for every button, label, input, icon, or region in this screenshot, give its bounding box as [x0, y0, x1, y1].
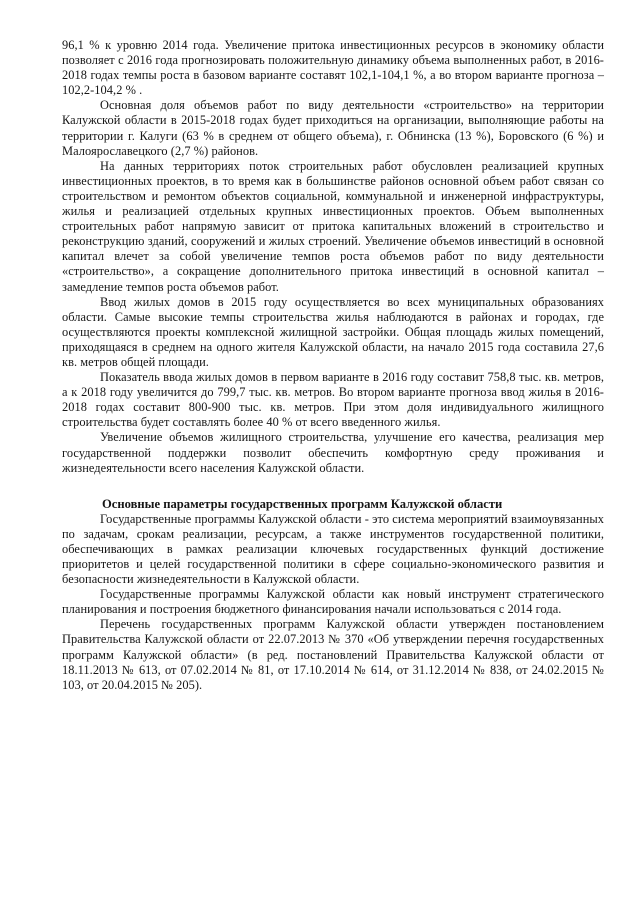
body-paragraph: 96,1 % к уровню 2014 года. Увеличение притока инвестиционных ресурсов в экономику области позволяет с 2016 года прогнозировать положительную динамику объема выполненных работ, в 2016-2018 годах темпы роста в базовом варианте составят 102,1-104,1 %, а во втором варианте прогноза – 102,2-104,2 % . — [62, 38, 604, 98]
body-paragraph: Основная доля объемов работ по виду деятельности «строительство» на территории Калужской области в 2015-2018 годах будет приходиться на организации, выполняющие работы на территории г. Калуги (63 % в среднем от общего объема), г. Обнинска (13 %), Боровского (6 %) и Малоярославецкого (2,7 %) районов. — [62, 98, 604, 158]
body-paragraph: Перечень государственных программ Калужской области утвержден постановлением Правительства Калужской области от 22.07.2013 № 370 «Об утверждении перечня государственных программ Калужской области» (в ред. постановлений Правительства Калужской области от 18.11.2013 № 613, от 07.02.2014 № 81, от 17.10.2014 № 614, от 31.12.2014 № 838, от 24.02.2015 № 103, от 20.04.2015 № 205). — [62, 617, 604, 692]
body-paragraph: Государственные программы Калужской области - это система мероприятий взаимоувязанных по задачам, срокам реализации, ресурсам, а также инструментов государственной политики, обеспечивающих в рамках реализации ключевых государственных функций достижение приоритетов и целей государственной политики в сфере социально-экономического развития и безопасности жизнедеятельности в Калужской области. — [62, 511, 604, 587]
body-paragraph: На данных территориях поток строительных работ обусловлен реализацией крупных инвестиционных проектов, в то время как в большинстве районов основной объем работ связан со строительством и ремонтом объектов социальной, коммунальной и инженерной инфраструктуры, жилья и реализацией отдельных крупных инвестиционных проектов. Объем выполненных строительных работ напрямую зависит от притока капитальных вложений в строительство и реконструкцию зданий, сооружений и жилых строений. Увеличение объемов инвестиций в основной капитал влечет за собой увеличение темпов роста объемов работ по виду деятельности «строительство», а сокращение дополнительного притока инвестиций в основной капитал – замедление темпов роста объемов работ. — [62, 158, 604, 294]
section-spacer — [62, 476, 604, 496]
body-paragraph: Государственные программы Калужской области как новый инструмент стратегического планирования и построения бюджетного финансирования начали использоваться с 2014 года. — [62, 587, 604, 617]
section-heading: Основные параметры государственных программ Калужской области — [102, 496, 503, 511]
body-paragraph: Ввод жилых домов в 2015 году осуществляется во всех муниципальных образованиях области. Самые высокие темпы строительства жилья наблюдаются в районах и городах, где осуществляются проекты комплексной жилищной застройки. Общая площадь жилых помещений, приходящаяся в среднем на одного жителя Калужской области, на начало 2015 года составила 27,6 кв. метров общей площади. — [62, 294, 604, 369]
body-paragraph: Показатель ввода жилых домов в первом варианте в 2016 году составит 758,8 тыс. кв. метров, а к 2018 году увеличится до 799,7 тыс. кв. метров. Во втором варианте прогноза ввод жилья в 2016-2018 годах составит 800-900 тыс. кв. метров. При этом доля индивидуального жилищного строительства будет составлять более 40 % от всего введенного жилья. — [62, 370, 604, 430]
body-paragraph: Увеличение объемов жилищного строительства, улучшение его качества, реализация мер государственной поддержки позволит обеспечить комфортную среду проживания и жизнедеятельности всего населения Калужской области. — [62, 430, 604, 475]
